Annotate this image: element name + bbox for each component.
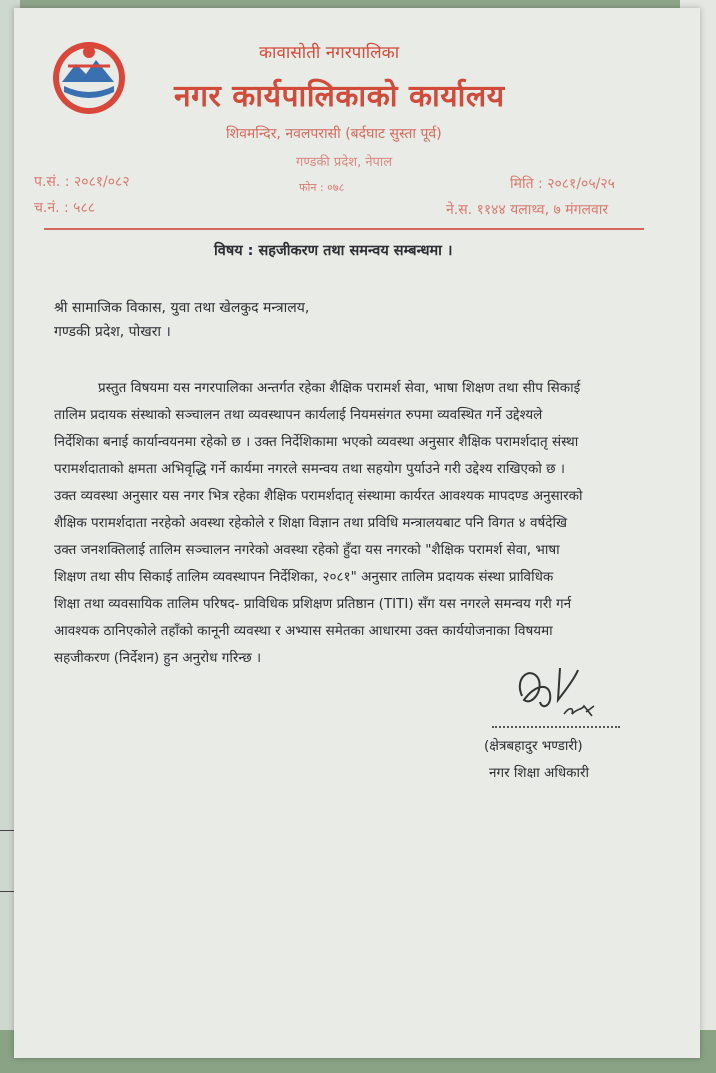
office-title: नगर कार्यपालिकाको कार्यालय <box>174 79 505 114</box>
body-line: परामर्शदाताको क्षमता अभिवृद्धि गर्ने कार्यमा नगरले समन्वय तथा सहयोग पुर्याउने गरी उद्देश्य राखिएको छ । <box>54 461 565 477</box>
header-divider <box>44 228 644 230</box>
body-line: उक्त व्यवस्था अनुसार यस नगर भित्र रहेका शैक्षिक परामर्शदातृ संस्थामा कार्यरत आवश्यक मापदण्ड अनुसारको <box>54 488 583 504</box>
body-line: प्रस्तुत विषयमा यस नगरपालिका अन्तर्गत रहेका शैक्षिक परामर्श सेवा, भाषा शिक्षण तथा सीप सिकाई <box>98 380 581 396</box>
letter-paper <box>14 8 700 1058</box>
body-line: सहजीकरण (निर्देशन) हुन अनुरोध गरिन्छ । <box>54 650 262 666</box>
handwritten-signature <box>504 656 614 726</box>
letter-date: मिति : २०८१/०५/२५ <box>510 176 615 192</box>
recipient-line-1: श्री सामाजिक विकास, युवा तथा खेलकुद मन्त्रालय, <box>54 300 310 316</box>
signatory-name: (क्षेत्रबहादुर भण्डारी) <box>484 738 583 754</box>
signature-dotted-line <box>492 726 620 728</box>
body-line: शैक्षिक परामर्शदाता नरहेको अवस्था रहेकोले र शिक्षा विज्ञान तथा प्रविधि मन्त्रालयबाट पनि विगत ४ वर्षदेखि <box>54 515 567 531</box>
body-line: उक्त जनशक्तिलाई तालिम सञ्चालन नगरेको अवस्था रहेको हुँदा यस नगरको "शैक्षिक परामर्श सेवा, भाषा <box>54 542 560 558</box>
letter-subject: विषय : सहजीकरण तथा समन्वय सम्बन्धमा । <box>214 243 453 259</box>
municipality-name: कावासोती नगरपालिका <box>259 43 400 63</box>
reference-number: प.सं. : २०८१/०८२ <box>34 174 130 190</box>
office-province: गण्डकी प्रदेश, नेपाल <box>296 155 393 170</box>
recipient-line-2: गण्डकी प्रदेश, पोखरा । <box>54 324 171 340</box>
nepal-era-date: ने.स. ११४४ यलाथ्व, ७ मंगलवार <box>446 202 609 218</box>
body-line: शिक्षण तथा सीप सिकाई तालिम व्यवस्थापन निर्देशिका, २०८१" अनुसार तालिम प्रदायक संस्था प्राविधिक <box>54 569 554 585</box>
body-line: तालिम प्रदायक संस्थाको सञ्चालन तथा व्यवस्थापन कार्यलाई नियमसंगत रुपमा व्यवस्थित गर्ने उद्देश्यले <box>54 407 543 423</box>
body-line: आवश्यक ठानिएकोले तहाँको कानूनी व्यवस्था र अभ्यास समेतका आधारमा उक्त कार्ययोजनाका विषयमा <box>54 623 553 639</box>
emblem-logo <box>44 38 134 120</box>
office-address: शिवमन्दिर, नवलपरासी (बर्दघाट सुस्ता पूर्व) <box>226 126 442 142</box>
body-line: निर्देशिका बनाई कार्यान्वयनमा रहेको छ । उक्त निर्देशिकामा भएको व्यवस्था अनुसार शैक्षिक परामर्शदातृ संस्था <box>54 434 579 450</box>
dispatch-number: च.नं. : ५८८ <box>34 200 96 216</box>
body-line: शिक्षा तथा व्यवसायिक तालिम परिषद- प्राविधिक प्रशिक्षण प्रतिष्ठान (TITI) सँग यस नगरले समन्वय गरी गर्न <box>54 596 572 612</box>
phone-number: फोन : ०७८ <box>299 181 345 194</box>
signatory-title: नगर शिक्षा अधिकारी <box>489 765 590 781</box>
